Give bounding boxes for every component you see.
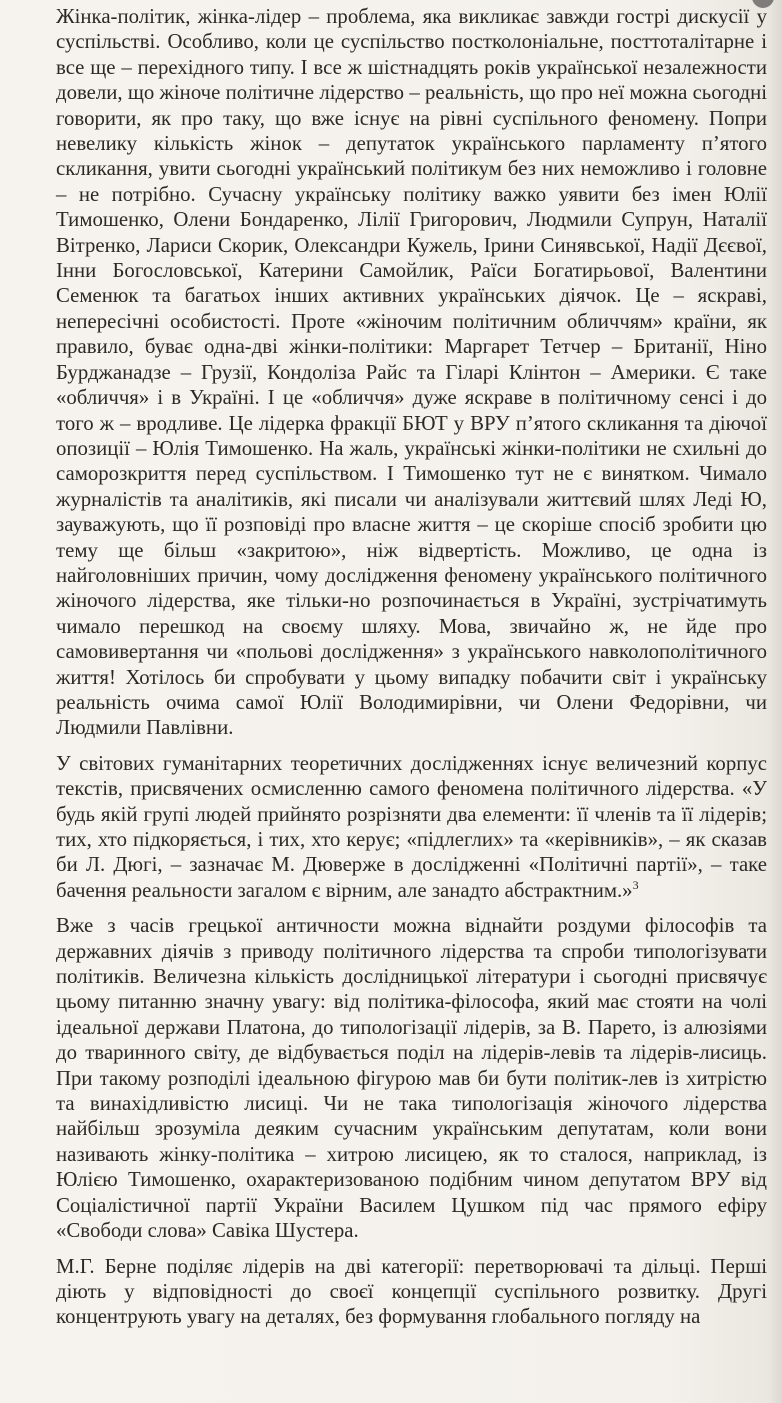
paragraph-3: Вже з часів грецької античности можна віднайти роздуми філософів та державних діячів з приводу політичного лідерства та спроби типологізувати політиків. Величезна кількість дослідницької літератури і сьогодні присвячує цьому питанню значну увагу: від політика-філософа, який має стояти на чолі ідеальної держави Платона, до типологізації лідерів, за В. Парето, із алюзіями до тваринного світу, де відбувається поділ на лідерів-левів та лідерів-лисиць. При такому розподілі ідеальною фігурою мав би бути політик-лев із хитрістю та винахідливістю лисиці. Чи не така типологізація жіночого лідерства найбільш зрозуміла деяким сучасним українським депутатам, коли вони називають жінку-політика – хитрою лисицею, як то сталося, наприклад, із Юлією Тимошенко, охарактеризованою подібним чином депутатом ВРУ від Соціалістичної партії України Василем Цушком під час прямого ефіру «Свободи слова» Савіка Шустера. [56,914,767,1243]
footnote-marker: 3 [632,877,639,892]
page-edge-shadow [768,0,782,1403]
paragraph-4: М.Г. Берне поділяє лідерів на дві категорії: перетворювачі та дільці. Перші діють у відповідності до своєї концепції суспільного розвитку. Другі концентрують увагу на деталях, без формування глобального погляду на [56,1254,767,1329]
paragraph-2 [56,751,767,903]
paragraph-1: Жінка-політик, жінка-лідер – проблема, яка викликає завжди гострі дискусії у суспільстві. Особливо, коли це суспільство постколоніальне, посттоталітарне і все ще – перехідного типу. І все ж шістнадцять років української незалежности довели, що жіноче політичне лідерство – реальність, що про неї можна сьогодні говорити, як про таку, що вже існує на рівні суспільного феномену. Попри невелику кількість жінок – депутаток українського парламенту п’ятого скликання, увити сьогодні український політикум без них неможливо і головне – не потрібно. Сучасну українську політику важко уявити без імен Юлії Тимошенко, Олени Бондаренко, Лілії Григорович, Людмили Супрун, Наталії Вітренко, Лариси Скорик, Олександри Кужель, Ірини Синявської, Надії Дєєвої, Інни Богословської, Катерини Самойлик, Раїси Богатирьової, Валентини Семенюк та багатьох інших активних українських діячок. Це – яскраві, непересічні особистості. Проте «жіночим політичним обличчям» країни, як правило, буває одна-дві жінки-політики: Маргарет Тетчер – Британії, Ніно Бурджанадзе – Грузії, Кондоліза Райс та Гіларі Клінтон – Америки. Є таке «обличчя» і в Україні. І це «обличчя» дуже яскраве в політичному сенсі і до того ж – вродливе. Це лідерка фракції БЮТ у ВРУ п’ятого скликання та діючої опозиції – Юлія Тимошенко. На жаль, українські жінки-політики не схильні до саморозкриття перед суспільством. І Тимошенко тут не є винятком. Чимало журналістів та аналітиків, які писали чи аналізували життєвий шлях Леді Ю, зауважують, що її розповіді про власне життя – це скоріше спосіб зробити цю тему ще більш «закритою», ніж відвертість. Можливо, це одна із найголовніших причин, чому дослідження феномену українського політичного жіночого лідерства, яке тільки-но розпочинається в Україні, зустрічатимуть чимало перешкод на своєму шляху. Мова, звичайно ж, не йде про самовивертання чи «польові дослідження» з українського навколополітичного життя! Хотілось би спробувати у цьому випадку побачити світ і українську реальність очима самої Юлії Володимирівни, чи Олени Федорівни, чи Людмили Павлівни. [56,5,767,740]
paragraph-2-text: У світових гуманітарних теоретичних дослідженнях існує величезний корпус текстів, присвячених осмисленню самого феномена політичного лідерства. «У будь якій групі людей прийнято розрізняти два елементи: її членів та її лідерів; тих, хто підкоряється, і тих, хто керує; «підлеглих» та «керівників», – як сказав би Л. Дюгі, – зазначає М. Дюверже в дослідженні «Політичні партії», – таке бачення реальности загалом є вірним, але занадто абстрактним.» [56,751,767,902]
body-text [56,4,767,1330]
